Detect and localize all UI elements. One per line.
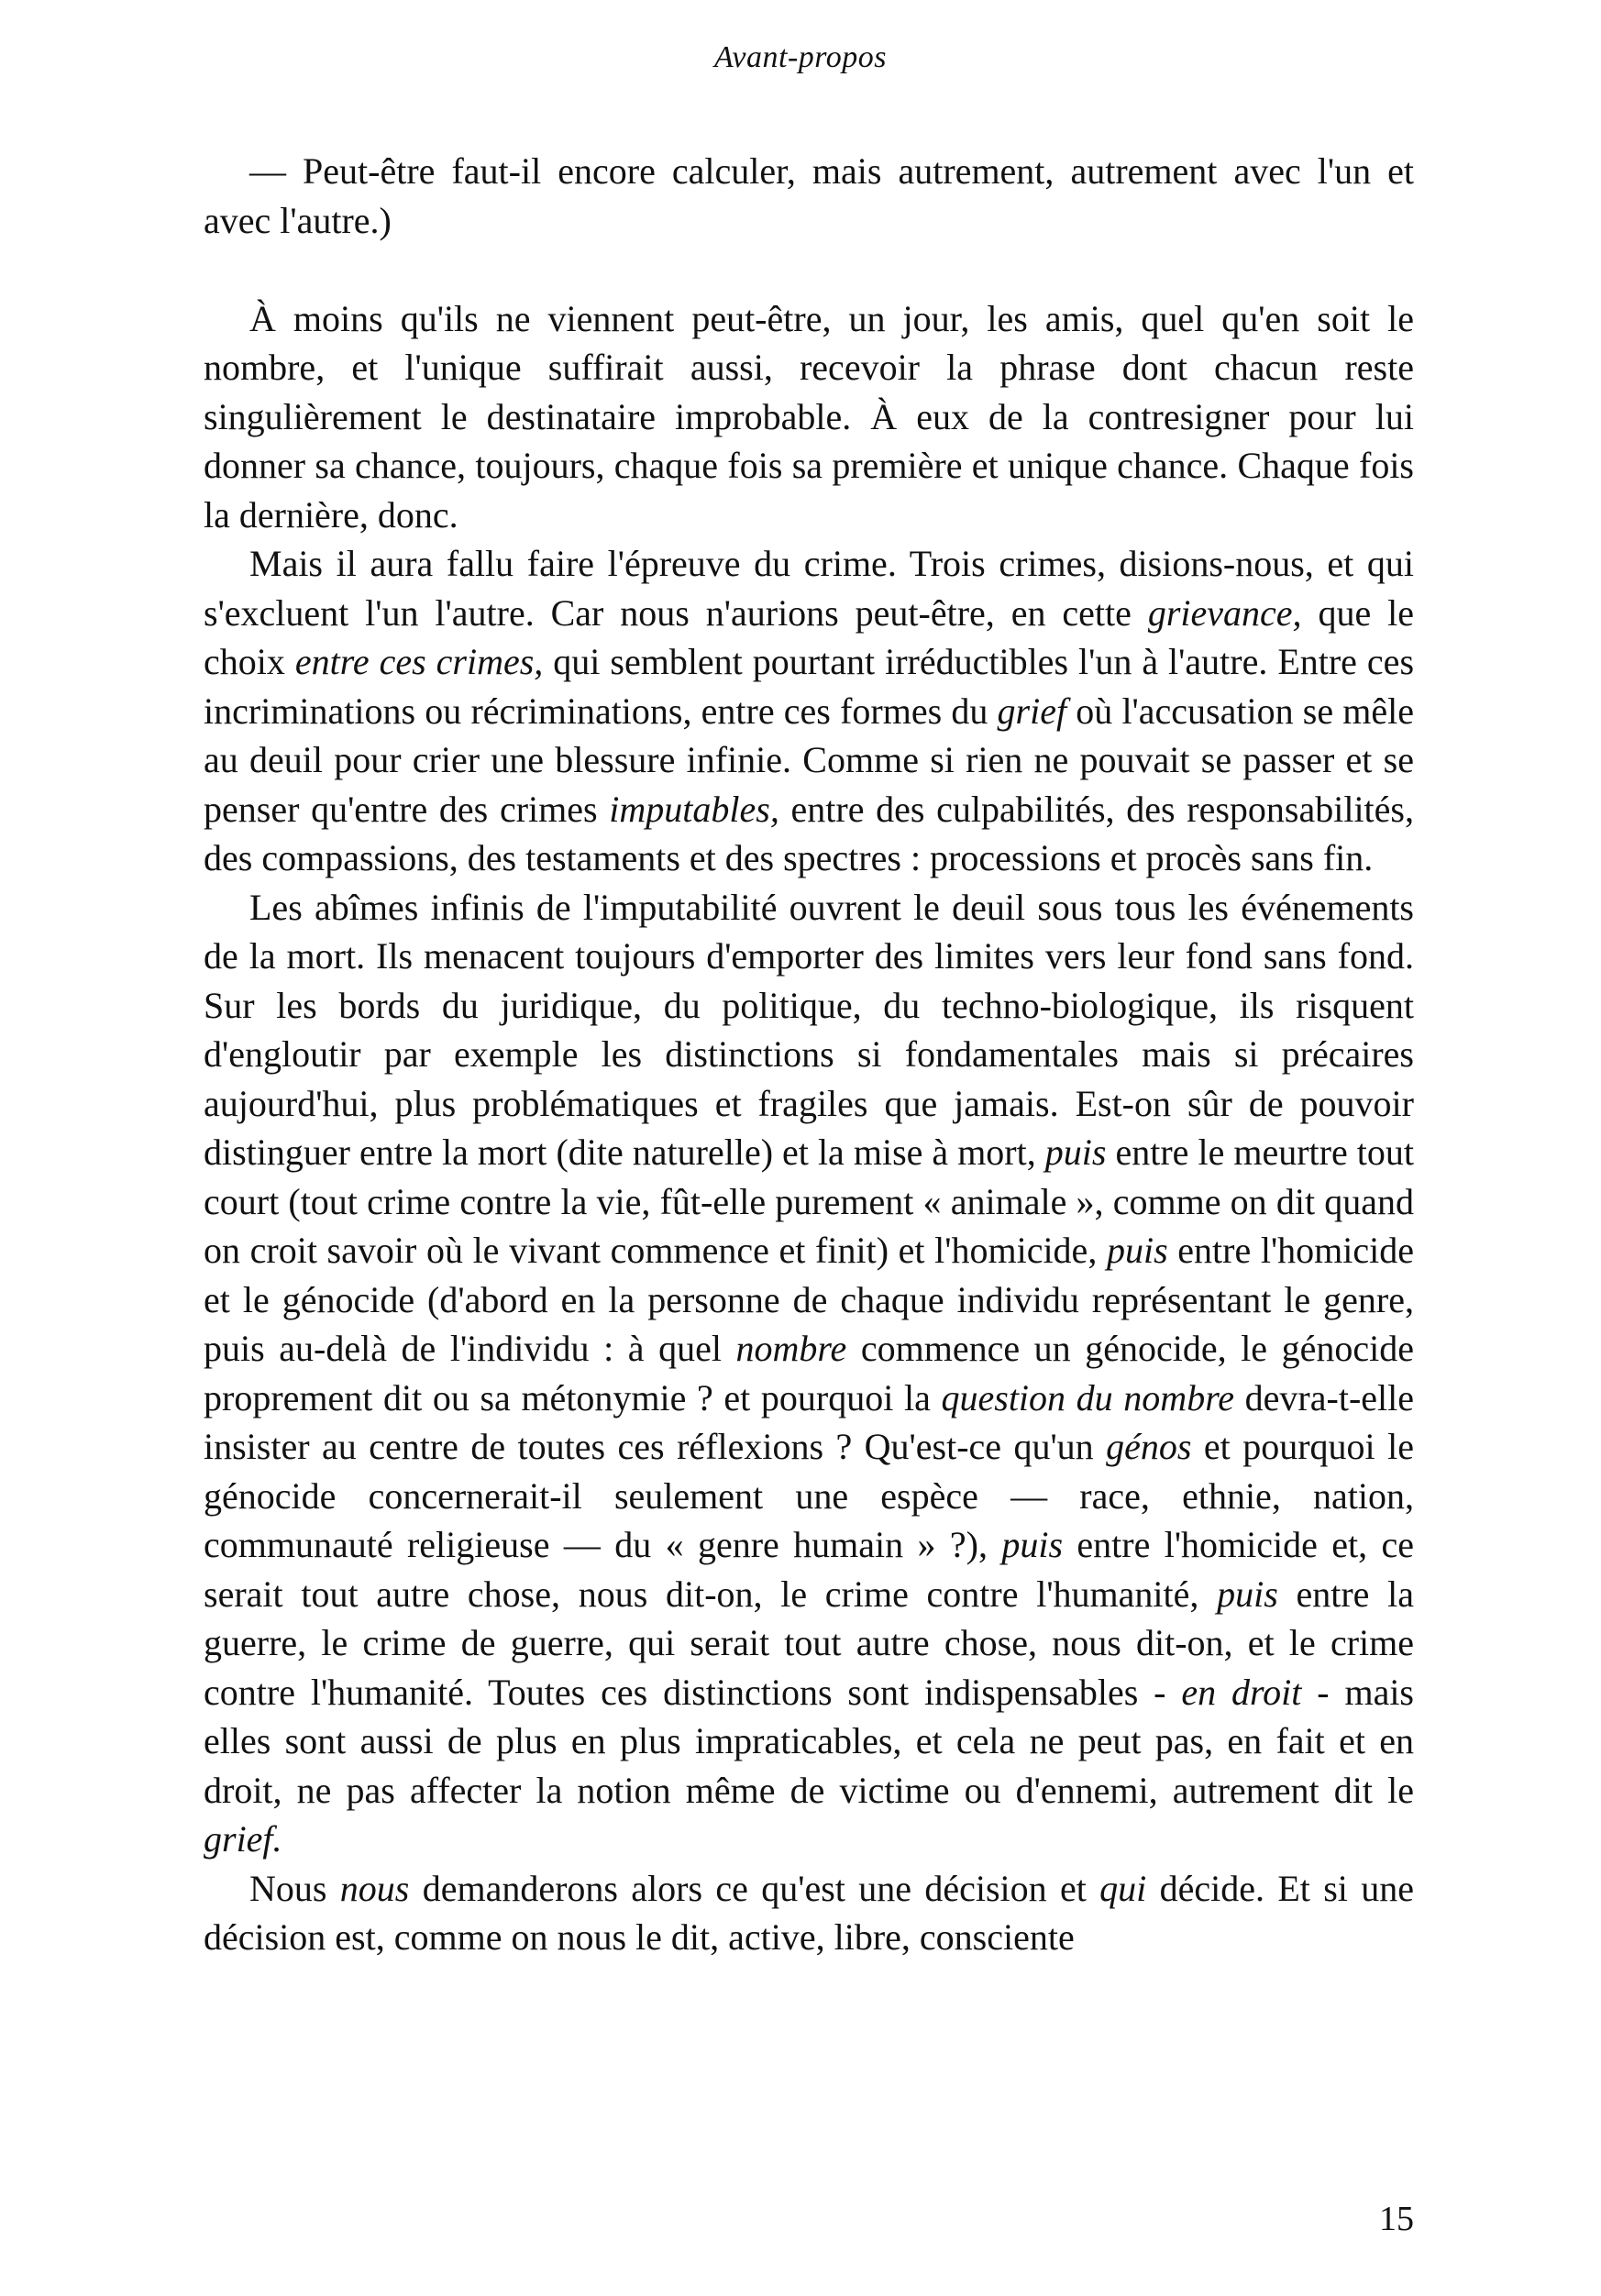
body-text	[204, 147, 1414, 1962]
italic-text: question du nombre	[941, 1376, 1235, 1418]
italic-text: génos	[1106, 1426, 1192, 1467]
text-run: entre le meurtre tout court (tout crime contre la vie, fût-elle purement « animale », comme on dit quand on croit savoir où le vivant commence et finit) et l'homicide,	[204, 1131, 1414, 1271]
text-run: entre l'homicide et le génocide (d'abord en la personne de chaque individu représentant le genre, puis au-delà de l'individu : à quel	[204, 1230, 1415, 1369]
italic-text: en droit	[1181, 1671, 1302, 1713]
text-run: commence un génocide, le génocide proprement dit ou sa métonymie ? et pourquoi la	[204, 1328, 1415, 1418]
text-run: où l'accusation se mêle au deuil pour crier une blessure infinie. Comme si rien ne pouvait se passer et se penser qu'entre des crimes	[204, 690, 1414, 830]
page-number: 15	[1379, 2200, 1414, 2238]
italic-text: grievance,	[1147, 591, 1302, 634]
text-run: À moins qu'ils ne viennent peut-être, un jour, les amis, quel qu'en soit le nombre, et l'unique suffirait aussi, recevoir la phrase dont chacun reste singulièrement le destinataire improbable. À eux de la contresigner pour lui donner sa chance, toujours, chaque fois sa première et unique chance. Chaque fois la dernière, donc.	[204, 297, 1414, 535]
italic-text: entre ces crimes,	[294, 641, 544, 682]
text-run: qui semblent pourtant irréductibles l'un à l'autre. Entre ces incriminations ou récriminations, entre ces formes du	[204, 641, 1415, 732]
running-title: Avant-propos	[714, 40, 887, 74]
text-run: Nous	[249, 1867, 340, 1909]
text-run: — Peut-être faut-il encore calculer, mais autrement, autrement avec l'un et avec l'autre.)	[204, 150, 1414, 241]
text-run: que le choix	[204, 591, 1415, 682]
paragraph	[204, 539, 1414, 883]
paragraph	[204, 883, 1414, 1864]
text-run: Les abîmes infinis de l'imputabilité ouvrent le deuil sous tous les événements de la mort. Ils menacent toujours d'emporter des limites vers leur fond sans fond. Sur les bords du juridique, du politique, du techno-biologique, ils risquent d'engloutir par exemple les distinctions si fondamentales mais si précaires aujourd'hui, plus problématiques et fragiles que jamais. Est-on sûr de pouvoir distinguer entre la mort (dite naturelle) et la mise à mort,	[204, 886, 1414, 1173]
italic-text: nombre	[735, 1328, 847, 1369]
text-run: et pourquoi le génocide concernerait-il seulement une espèce — race, ethnie, nation, communauté religieuse — du « genre humain » ?),	[204, 1426, 1414, 1565]
italic-text: puis	[1106, 1230, 1168, 1271]
italic-text: grief	[997, 690, 1067, 732]
text-run: demanderons alors ce qu'est une décision et	[409, 1867, 1100, 1909]
paragraph	[204, 294, 1414, 540]
paragraph	[204, 147, 1414, 245]
text-run: Mais il aura fallu faire l'épreuve du crime. Trois crimes, disions-nous, et qui s'excluent l'un l'autre. Car nous n'aurions peut-être, en cette	[204, 543, 1414, 634]
italic-text: puis	[1044, 1131, 1107, 1173]
text-run: devra-t-elle insister au centre de toutes ces réflexions ? Qu'est-ce qu'un	[204, 1376, 1414, 1467]
text-run: entre des culpabilités, des responsabilités, des compassions, des testaments et des spectres : processions et procès sans fin.	[204, 788, 1414, 878]
italic-text: grief.	[204, 1818, 282, 1860]
italic-text: nous	[339, 1867, 410, 1909]
italic-text: imputables,	[609, 788, 779, 830]
paragraph	[204, 1864, 1414, 1962]
italic-text: qui	[1099, 1867, 1147, 1909]
text-run: - mais elles sont aussi de plus en plus impraticables, et cela ne peut pas, en fait et en droit, ne pas affecter la notion même de victime ou d'ennemi, autrement dit le	[204, 1671, 1415, 1811]
italic-text: puis	[1217, 1573, 1278, 1615]
text-run: décide. Et si une décision est, comme on nous le dit, active, libre, consciente	[204, 1867, 1415, 1958]
italic-text: puis	[1001, 1524, 1064, 1565]
text-run: entre la guerre, le crime de guerre, qui serait tout autre chose, nous dit-on, et le crime contre l'humanité. Toutes ces distinctions sont indispensables -	[204, 1573, 1414, 1713]
text-run: entre l'homicide et, ce serait tout autre chose, nous dit-on, le crime contre l'humanité,	[204, 1524, 1414, 1615]
